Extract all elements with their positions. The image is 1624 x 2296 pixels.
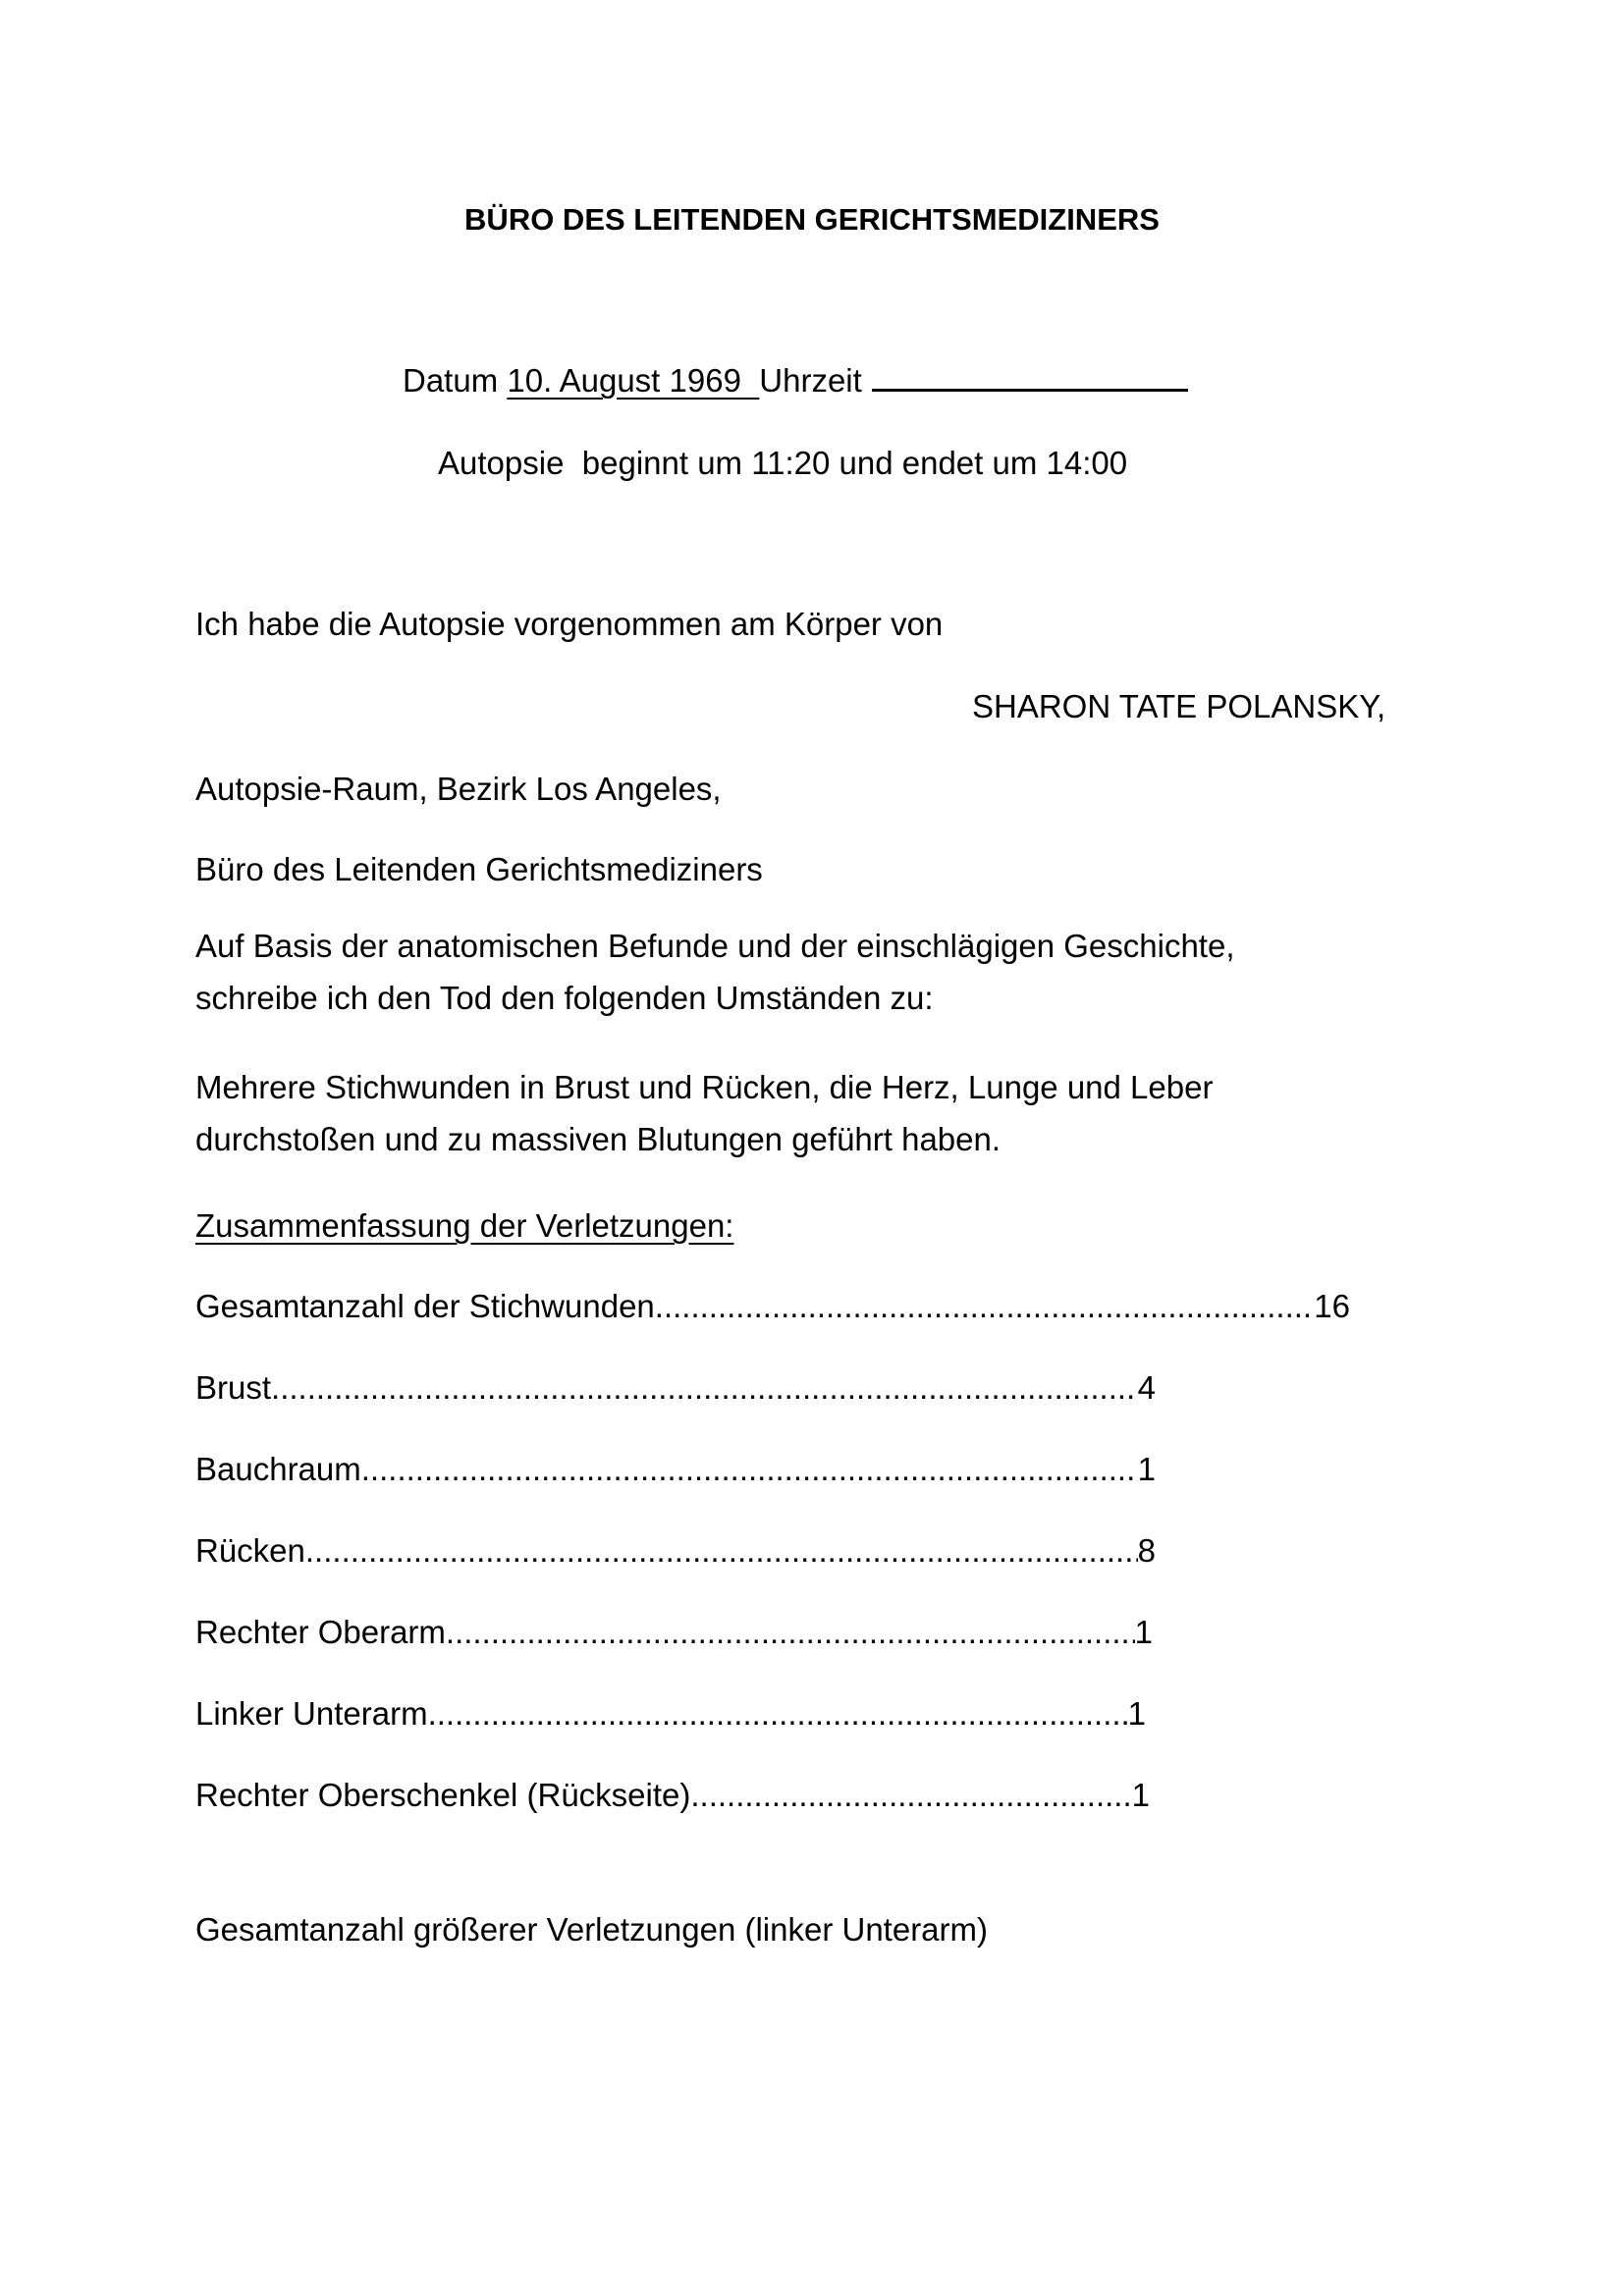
row-label: Linker Unterarm — [195, 1695, 428, 1732]
leader-dots — [655, 1287, 1315, 1326]
document-title: BÜRO DES LEITENDEN GERICHTSMEDIZINERS — [464, 202, 1160, 237]
row-label: Brust — [195, 1369, 272, 1406]
summary-row — [195, 1450, 1156, 1489]
summary-row — [195, 1531, 1156, 1571]
date-label: Datum — [403, 362, 499, 399]
row-value: 1 — [1137, 1451, 1156, 1487]
row-value: 1 — [1127, 1695, 1146, 1732]
location-line-1: Autopsie-Raum, Bezirk Los Angeles, — [195, 771, 722, 807]
row-value: 4 — [1137, 1369, 1156, 1406]
date-time-line — [403, 361, 1188, 400]
leader-dots — [428, 1694, 1128, 1734]
summary-row — [195, 1613, 1153, 1652]
location-line-2: Büro des Leitenden Gerichtsmediziners — [195, 851, 763, 887]
leader-dots — [305, 1531, 1138, 1571]
row-label: Gesamtanzahl der Stichwunden — [195, 1288, 655, 1324]
autopsy-time: Autopsie beginnt um 11:20 und endet um 14:00 — [438, 445, 1128, 481]
row-label: Rechter Oberschenkel (Rückseite) — [195, 1777, 691, 1813]
row-value: 1 — [1131, 1777, 1150, 1813]
leader-dots — [271, 1368, 1138, 1408]
row-label: Bauchraum — [195, 1451, 361, 1487]
date-value: 10. August 1969 — [507, 362, 741, 399]
leader-dots — [361, 1450, 1138, 1489]
row-value: 1 — [1134, 1614, 1153, 1650]
leader-dots — [690, 1776, 1131, 1815]
row-label: Rechter Oberarm — [195, 1614, 446, 1650]
cause-paragraph: Mehrere Stichwunden in Brust und Rücken, die Herz, Lunge und Leber durchstoßen und zu massiven Blutungen geführt haben. — [195, 1069, 1214, 1157]
row-value: 16 — [1314, 1288, 1350, 1324]
summary-row — [195, 1776, 1150, 1815]
leader-dots — [446, 1613, 1135, 1652]
row-value: 8 — [1137, 1532, 1156, 1569]
intro-text: Ich habe die Autopsie vorgenommen am Körper von — [195, 606, 944, 642]
time-label: Uhrzeit — [759, 362, 862, 399]
summary-row — [195, 1287, 1350, 1326]
row-label: Rücken — [195, 1532, 305, 1569]
summary-row — [195, 1694, 1146, 1734]
summary-row — [195, 1368, 1156, 1408]
summary-heading: Zusammenfassung der Verletzungen: — [195, 1207, 734, 1244]
cause-intro-paragraph: Auf Basis der anatomischen Befunde und der einschlägigen Geschichte, schreibe ich den Tod den folgenden Umständen zu: — [195, 928, 1235, 1016]
time-blank-field — [872, 363, 1188, 392]
major-injuries-line: Gesamtanzahl größerer Verletzungen (linker Unterarm) — [195, 1911, 989, 1948]
deceased-name: SHARON TATE POLANSKY, — [972, 688, 1386, 724]
